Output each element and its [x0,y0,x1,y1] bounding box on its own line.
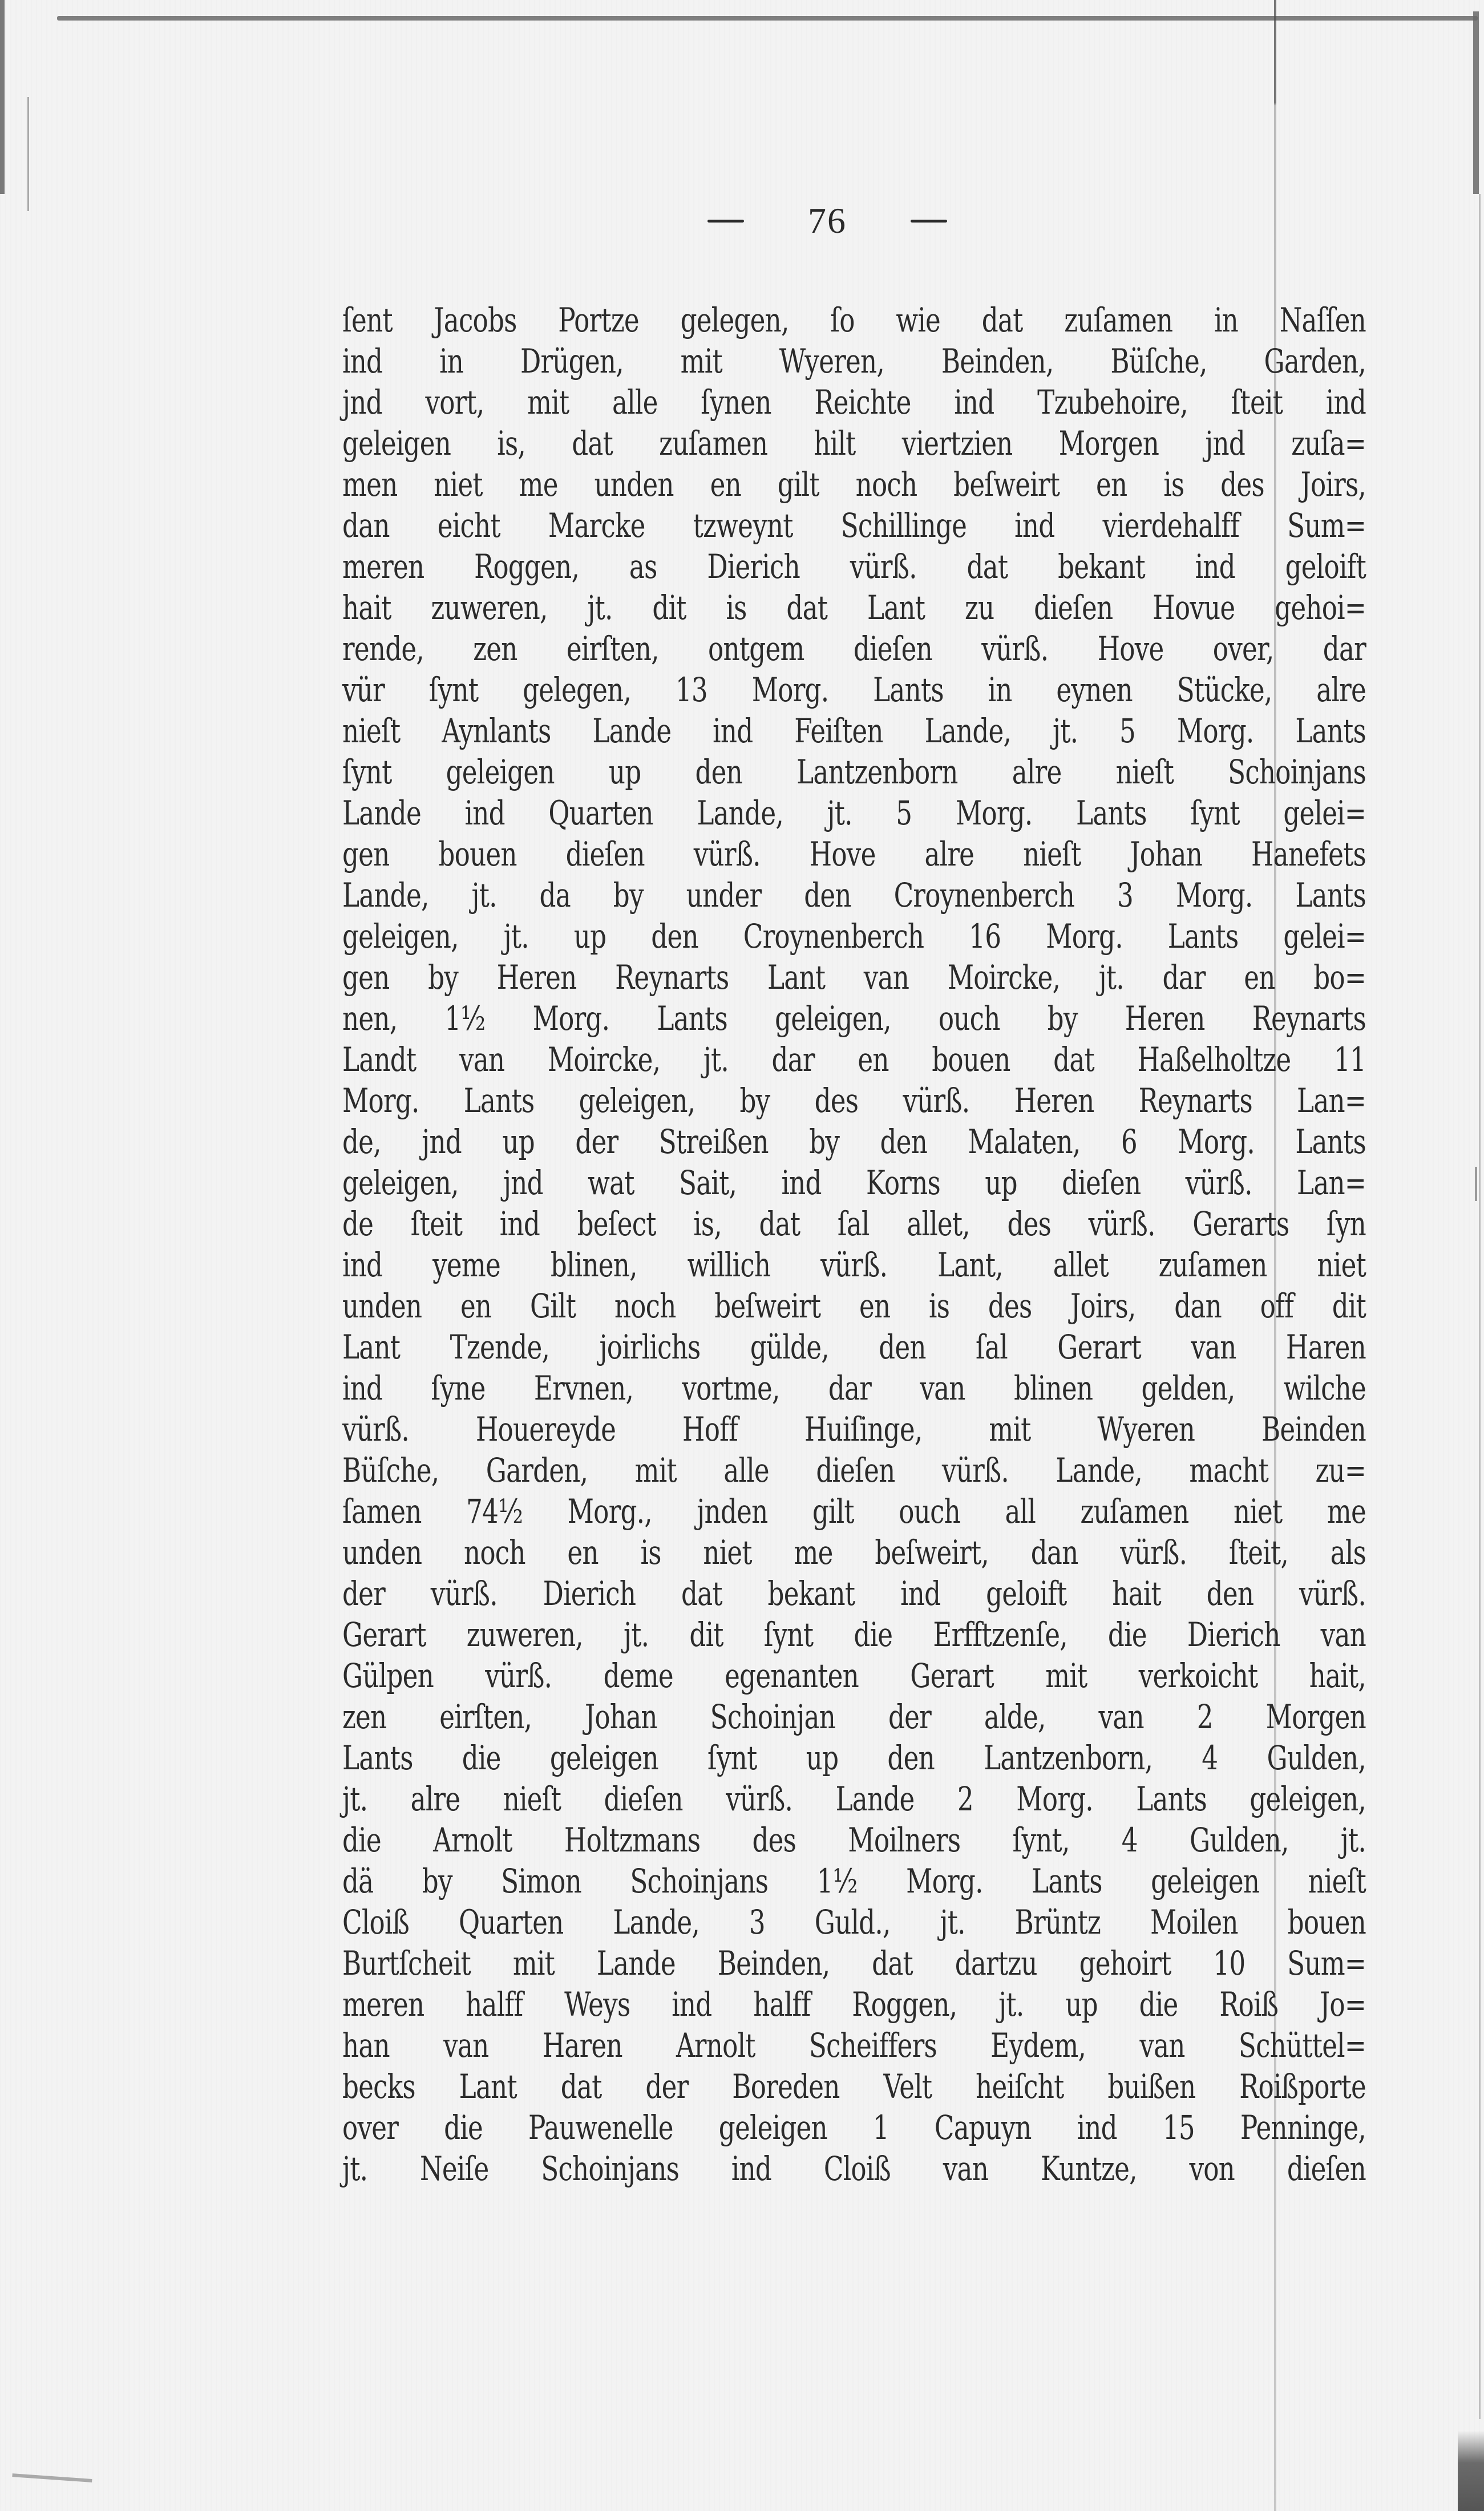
text-line: ſent Jacobs Portze gelegen, ſo wie dat zuſamen in Naſſen [342,301,1366,339]
text-line: Burtſcheit mit Lande Beinden, dat dartzu gehoirt 10 Sum= [342,1944,1366,1983]
text-line: ind yeme blinen, willich vürß. Lant, allet zuſamen niet [342,1246,1366,1284]
text-line: gen bouen dieſen vürß. Hove alre nieſt Johan Hanefets [342,835,1366,874]
running-head [707,200,947,242]
page-right-edge-shadow [1473,11,1479,194]
text-line: ind in Drügen, mit Wyeren, Beinden, Büſche, Garden, [342,342,1366,381]
page-left-edge-mark [27,97,29,211]
body-text [342,300,1366,2189]
text-line: geleigen, jnd wat Sait, ind Korns up dieſen vürß. Lan= [342,1163,1366,1202]
text-line: geleigen, jt. up den Croynenberch 16 Morg. Lants gelei= [342,917,1366,956]
text-line: Lande ind Quarten Lande, jt. 5 Morg. Lants ſynt gelei= [342,794,1366,832]
right-dash [911,220,947,223]
text-line: hait zuweren, jt. dit is dat Lant zu dieſen Hovue gehoi= [342,588,1366,627]
text-line: Lants die geleigen ſynt up den Lantzenborn, 4 Gulden, [342,1738,1366,1777]
text-line: vür ſynt gelegen, 13 Morg. Lants in eynen Stücke, alre [342,670,1366,709]
text-line: han van Haren Arnolt Scheiffers Eydem, van Schüttel= [342,2026,1366,2065]
text-line: Büſche, Garden, mit alle dieſen vürß. Lande, macht zu= [342,1451,1366,1490]
margin-mark [1475,1167,1477,1201]
text-line: die Arnolt Holtzmans des Moilners ſynt, 4 Gulden, jt. [342,1821,1366,1859]
text-line: der vürß. Dierich dat bekant ind geloift hait den vürß. [342,1574,1366,1613]
text-line: gen by Heren Reynarts Lant van Moircke, jt. dar en bo= [342,958,1366,997]
text-line: meren halff Weys ind halff Roggen, jt. up die Roiß Jo= [342,1985,1366,2024]
text-line: Lande, jt. da by under den Croynenberch 3 Morg. Lants [342,876,1366,915]
text-line: Cloiß Quarten Lande, 3 Guld., jt. Brüntz Moilen bouen [342,1903,1366,1942]
text-line: geleigen is, dat zuſamen hilt viertzien Morgen jnd zuſa= [342,424,1366,463]
text-line: men niet me unden en gilt noch beſweirt en is des Joirs, [342,465,1366,504]
text-line: Landt van Moircke, jt. dar en bouen dat Haßelholtze 11 [342,1040,1366,1079]
text-line: ſynt geleigen up den Lantzenborn alre nieſt Schoinjans [342,753,1366,791]
text-line: de ſteit ind beſect is, dat ſal allet, des vürß. Gerarts ſyn [342,1204,1366,1243]
text-line: Lant Tzende, joirlichs gülde, den ſal Gerart van Haren [342,1328,1366,1366]
text-line: unden noch en is niet me beſweirt, dan vürß. ſteit, als [342,1533,1366,1572]
left-dash [707,220,744,223]
text-line: Morg. Lants geleigen, by des vürß. Heren Reynarts Lan= [342,1081,1366,1120]
text-line: unden en Gilt noch beſweirt en is des Joirs, dan off dit [342,1287,1366,1325]
page-top-edge-shadow [57,16,1478,21]
text-line: rende, zen eirſten, ontgem dieſen vürß. Hove over, dar [342,629,1366,668]
text-line: meren Roggen, as Dierich vürß. dat bekant ind geloift [342,547,1366,586]
text-line: ſamen 74½ Morg., jnden gilt ouch all zuſamen niet me [342,1492,1366,1531]
page-right-edge-line [1479,194,1481,2419]
bottom-right-corner-shadow [1458,2431,1484,2511]
text-line: jt. alre nieſt dieſen vürß. Lande 2 Morg. Lants geleigen, [342,1780,1366,1818]
text-line: nen, 1½ Morg. Lants geleigen, ouch by Heren Reynarts [342,999,1366,1038]
text-line: over die Pauwenelle geleigen 1 Capuyn ind 15 Penninge, [342,2108,1366,2147]
text-line: dä by Simon Schoinjans 1½ Morg. Lants geleigen nieſt [342,1862,1366,1901]
page-left-edge-shadow [0,0,5,194]
text-line: dan eicht Marcke tzweynt Schillinge ind vierdehalff Sum= [342,506,1366,545]
text-line: becks Lant dat der Boreden Velt heiſcht buißen Roißporte [342,2067,1366,2106]
text-line: Gerart zuweren, jt. dit ſynt die Erfftzenſe, die Dierich van [342,1615,1366,1654]
text-line: nieſt Aynlants Lande ind Feiſten Lande, jt. 5 Morg. Lants [342,711,1366,750]
text-line: Gülpen vürß. deme egenanten Gerart mit verkoicht hait, [342,1656,1366,1695]
text-line: de, jnd up der Streißen by den Malaten, 6 Morg. Lants [342,1122,1366,1161]
text-line: jt. Neiſe Schoinjans ind Cloiß van Kuntze, von dieſen [342,2149,1366,2188]
text-line: zen eirſten, Johan Schoinjan der alde, van 2 Morgen [342,1697,1366,1736]
text-line: vürß. Houereyde Hoff Huiſinge, mit Wyeren Beinden [342,1410,1366,1449]
page-number: 76 [808,200,847,241]
bottom-left-smudge [11,2473,92,2505]
text-line: jnd vort, mit alle ſynen Reichte ind Tzubehoire, ſteit ind [342,383,1366,422]
text-line: ind ſyne Ervnen, vortme, dar van blinen gelden, wilche [342,1369,1366,1408]
